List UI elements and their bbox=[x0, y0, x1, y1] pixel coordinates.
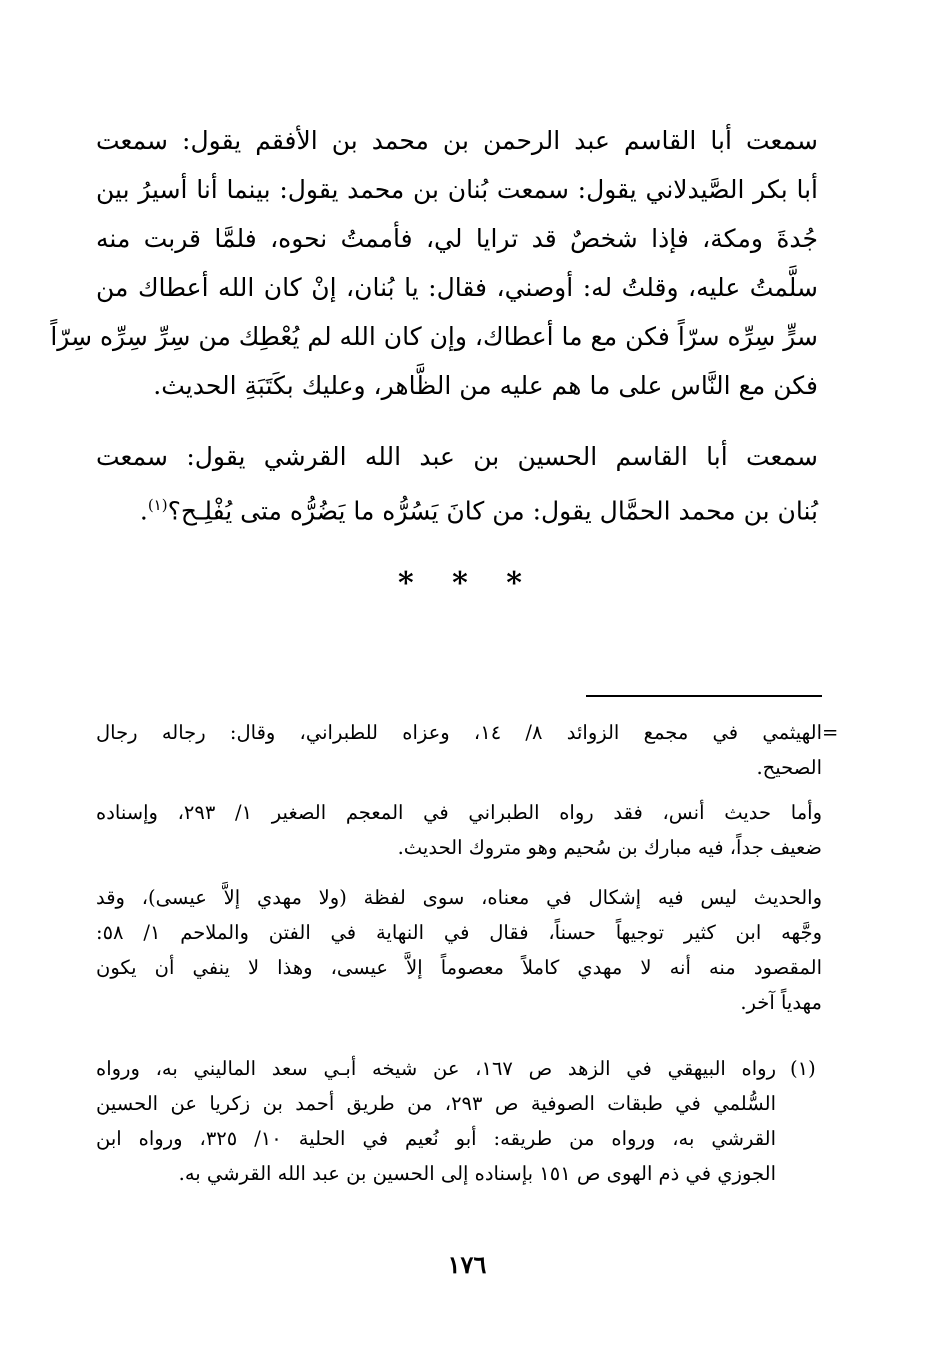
text-line: سمعت أبا القاسم عبد الرحمن بن محمد بن الأفقم يقول: سمعت bbox=[96, 126, 818, 155]
text-line: سلَّمتُ عليه، وقلتُ له: أوصني، فقال: يا بُنان، إنْ كان الله أعطاك من bbox=[96, 273, 818, 302]
footnote-line: ضعيف جداً، فيه مبارك بن سُحيم وهو متروك الحديث. bbox=[397, 836, 822, 859]
footnote-line: المقصود منه أنه لا مهدي كاملاً معصوماً إلاَّ عيسى، وهذا لا ينفي أن يكون bbox=[96, 956, 822, 979]
text-line: سرٍّ سِرِّه سرّاً فكن مع ما أعطاك، وإن كان الله لم يُعْطِك من سِرِّ سِرِّه سِرّاً bbox=[50, 322, 818, 351]
footnote-line: مهدياً آخر. bbox=[740, 991, 822, 1014]
footnote-divider bbox=[586, 695, 822, 697]
footnote-continuation-1 bbox=[96, 715, 822, 785]
footnote-line: القرشي به، ورواه من طريقه: أبو نُعيم في الحلية ١٠/ ٣٢٥، ورواه ابن bbox=[96, 1127, 776, 1150]
footnote-continuation-2 bbox=[96, 795, 822, 865]
text-line: بُنان بن محمد الحمَّال يقول: من كانَ يَسُرُّه ما يَضُرُّه متى يُفْلِـح؟ bbox=[167, 496, 818, 526]
footnote-1 bbox=[96, 1051, 776, 1191]
text-line: سمعت أبا القاسم الحسين بن عبد الله القرشي يقول: سمعت bbox=[96, 442, 818, 471]
footnote-line: السُّلمي في طبقات الصوفية ص ٢٩٣، من طريق أحمد بن زكريا عن الحسين bbox=[96, 1092, 776, 1115]
text-line: جُدةَ ومكة، فإذا شخصٌ قد ترايا لي، فأممتُ نحوه، فلمَّا قربت منه bbox=[96, 224, 818, 253]
footnote-line: الصحيح. bbox=[756, 756, 822, 779]
footnote-1-number: (١) bbox=[790, 1057, 816, 1080]
footnote-continuation-3 bbox=[96, 880, 822, 1020]
footnote-line: وجَّهه ابن كثير توجيهاً حسناً، فقال في النهاية في الفتن والملاحم ١/ ٥٨: bbox=[96, 921, 822, 944]
page-number: ١٧٦ bbox=[447, 1250, 487, 1279]
footnote-reference[interactable]: (١) bbox=[147, 496, 168, 514]
text-line: فكن مع النَّاس على ما هم عليه من الظَّاهر، وعليك بكَتَبَةِ الحديث. bbox=[153, 371, 818, 400]
footnote-line: الجوزي في ذم الهوى ص ١٥١ بإسناده إلى الحسين بن عبد الله القرشي به. bbox=[178, 1162, 776, 1185]
footnote-continuation-marker: = bbox=[822, 721, 839, 744]
text-line: أبا بكر الصَّيدلاني يقول: سمعت بُنان بن محمد يقول: بينما أنا أسيرُ بين bbox=[96, 175, 818, 204]
text-line-with-note bbox=[96, 481, 818, 535]
punctuation: . bbox=[139, 496, 148, 526]
footnote-line: وأما حديث أنس، فقد رواه الطبراني في المعجم الصغير ١/ ٢٩٣، وإسناده bbox=[96, 801, 822, 824]
main-paragraph-1 bbox=[50, 116, 818, 410]
footnote-line: الهيثمي في مجمع الزوائد ٨/ ١٤، وعزاه للطبراني، وقال: رجاله رجال bbox=[96, 721, 822, 744]
footnote-line: والحديث ليس فيه إشكال في معناه، سوى لفظة (ولا مهدي إلاَّ عيسى)، وقد bbox=[96, 886, 822, 909]
footnote-line: رواه البيهقي في الزهد ص ١٦٧، عن شيخه أبـي سعد الماليني به، ورواه bbox=[96, 1057, 776, 1080]
section-separator: * * * bbox=[398, 566, 536, 601]
main-paragraph-2 bbox=[96, 432, 818, 535]
